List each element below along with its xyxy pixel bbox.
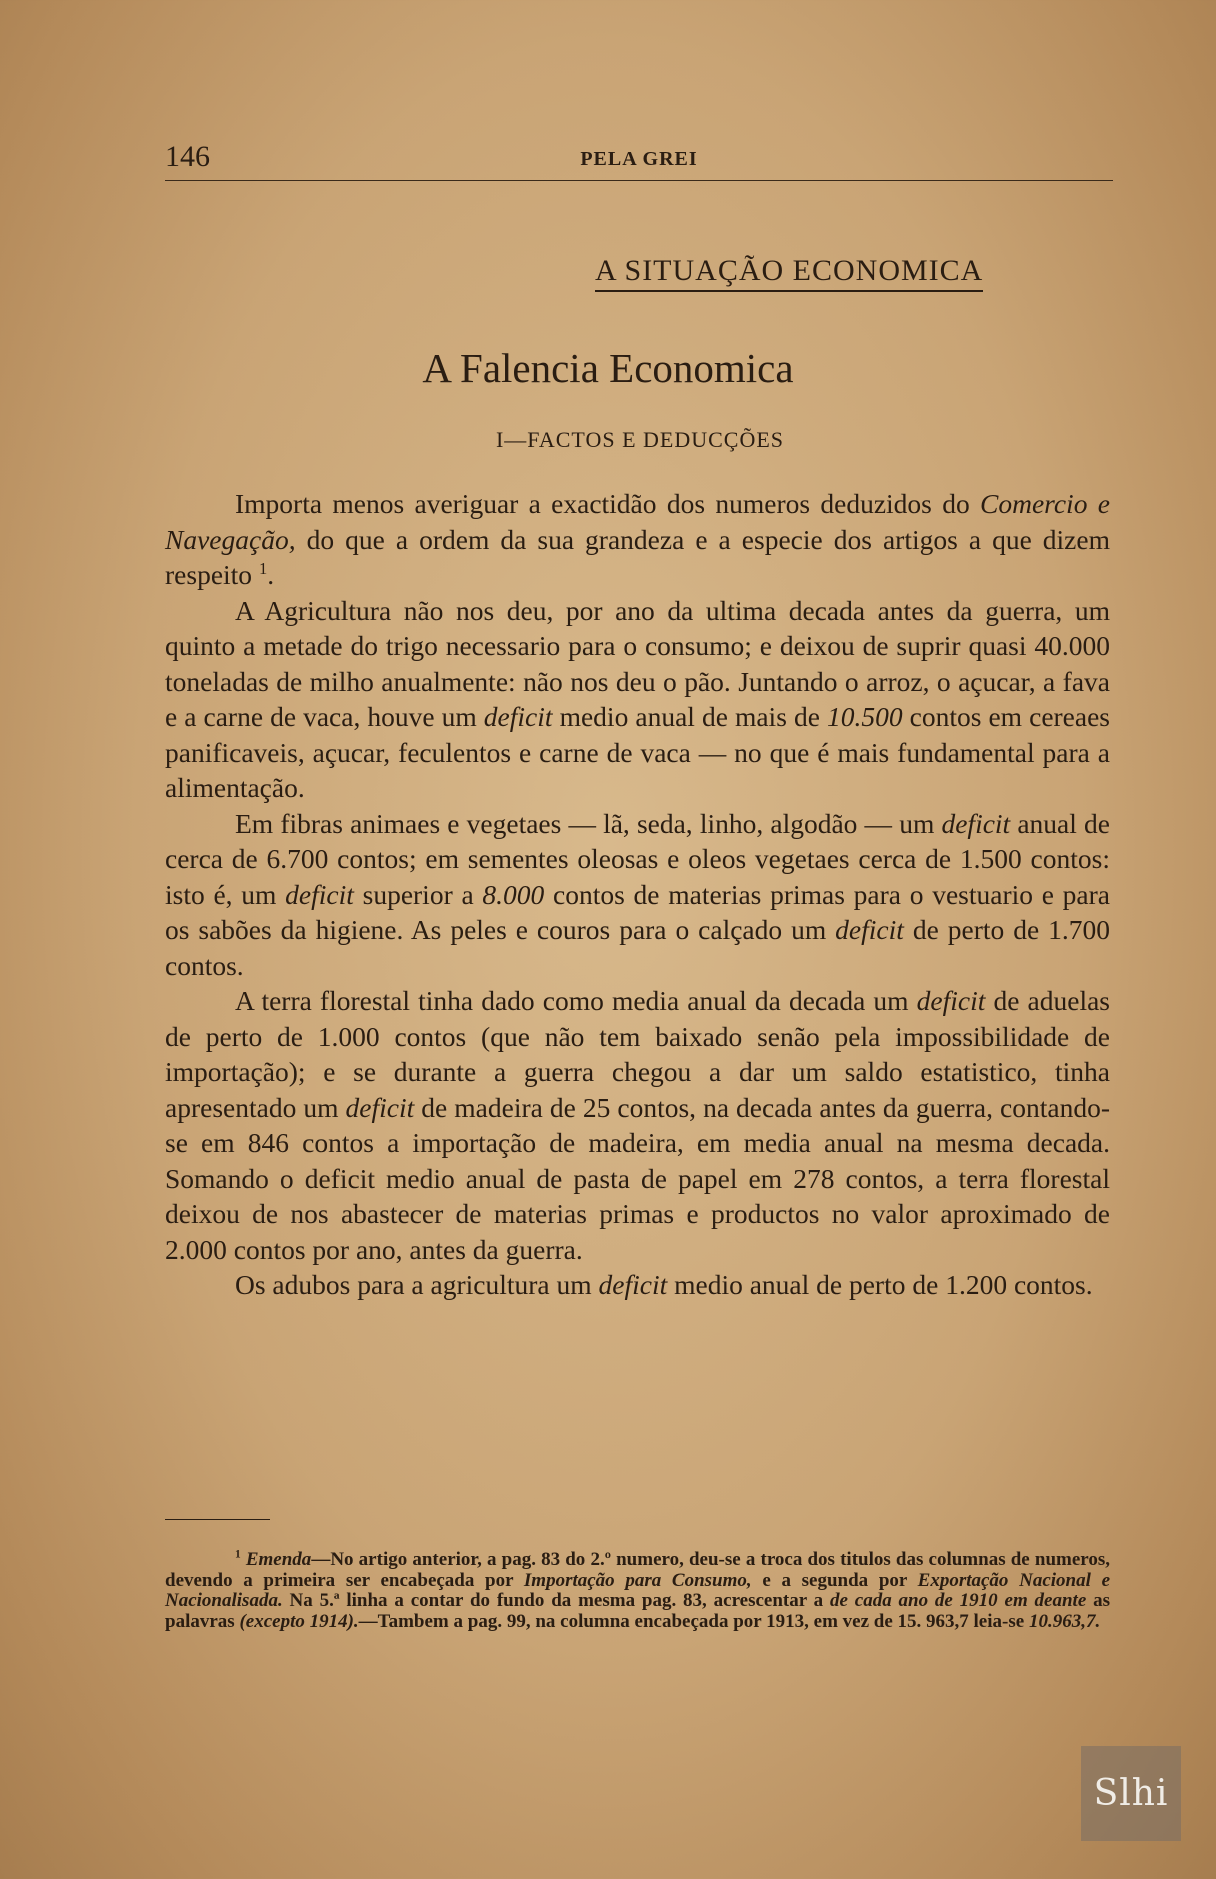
paragraph-4: A terra florestal tinha dado como media anual da decada um deficit de aduelas de perto de 1.000 contos (que não tem baixado senão pela impossibilidade de importação); e se durante a guerra chegou a dar um saldo estatistico, tinha apresentado um deficit de madeira de 25 contos, na decada antes da guerra, contando-se em 846 contos a importação de madeira, em media anual na mesma decada. Somando o deficit medio anual de pasta de papel em 278 contos, a terra florestal deixou de nos abastecer de materias primas e productos no valor aproximado de 2.000 contos por ano, antes da guerra. <box>165 985 1110 1265</box>
library-logo: Slhi <box>1081 1746 1181 1841</box>
footnote-marker[interactable]: 1 <box>258 558 268 578</box>
running-header <box>165 140 1113 181</box>
article-title: A Falencia Economica <box>422 345 794 391</box>
section-title: A SITUAÇÃO ECONOMICA <box>595 254 983 292</box>
paragraph-2: A Agricultura não nos deu, por ano da ultima decada antes da guerra, um quinto a metade do trigo necessario para o consumo; e deixou de suprir quasi 40.000 toneladas de milho anualmente: não nos deu o pão. Juntando o arroz, o açucar, a fava e a carne de vaca, houve um deficit medio anual de mais de 10.500 contos em cereaes panificaveis, açucar, feculentos e carne de vaca — no que é mais fundamental para a alimentação. <box>165 594 1110 803</box>
running-title: PELA GREI <box>580 148 698 170</box>
footnote: $^1$ Emenda—No artigo anterior, a pag. 83 do 2.º numero, deu-se a troca dos titulos das columnas de numeros, devendo a primeira ser encabeçada por Importação para Consumo, e a segunda por Exportação Nacional e Nacionalisada. Na 5.ª linha a contar do fundo da mesma pag. 83, acrescentar a de cada ano de 1910 em deante as palavras (excepto 1914).—Tambem a pag. 99, na columna encabeçada por 1913, em vez de 15. 963,7 leia-se 10.963,7. <box>165 1548 1111 1632</box>
paragraph-1: Importa menos averiguar a exactidão dos numeros deduzidos do Comercio e Navegação, do que a ordem da sua grandeza e a especie dos artigos a que dizem respeito $^1$. <box>165 488 1110 590</box>
page-number: 146 <box>165 140 210 173</box>
subheading: I—FACTOS E DEDUCÇÕES <box>495 427 785 452</box>
body-text <box>165 486 1110 1303</box>
paragraph-3: Em fibras animaes e vegetaes — lã, seda, linho, algodão — um deficit anual de cerca de 6.700 contos; em sementes oleosas e oleos vegetaes cerca de 1.500 contos: isto é, um deficit superior a 8.000 contos de materias primas para o vestuario e para os sabões da higiene. As peles e couros para o calçado um deficit de perto de 1.700 contos. <box>165 807 1110 981</box>
footnote-number: 1 <box>235 1548 241 1561</box>
paragraph-5: Os adubos para a agricultura um deficit medio anual de perto de 1.200 contos. <box>235 1269 1093 1300</box>
footnote-divider <box>165 1519 270 1520</box>
